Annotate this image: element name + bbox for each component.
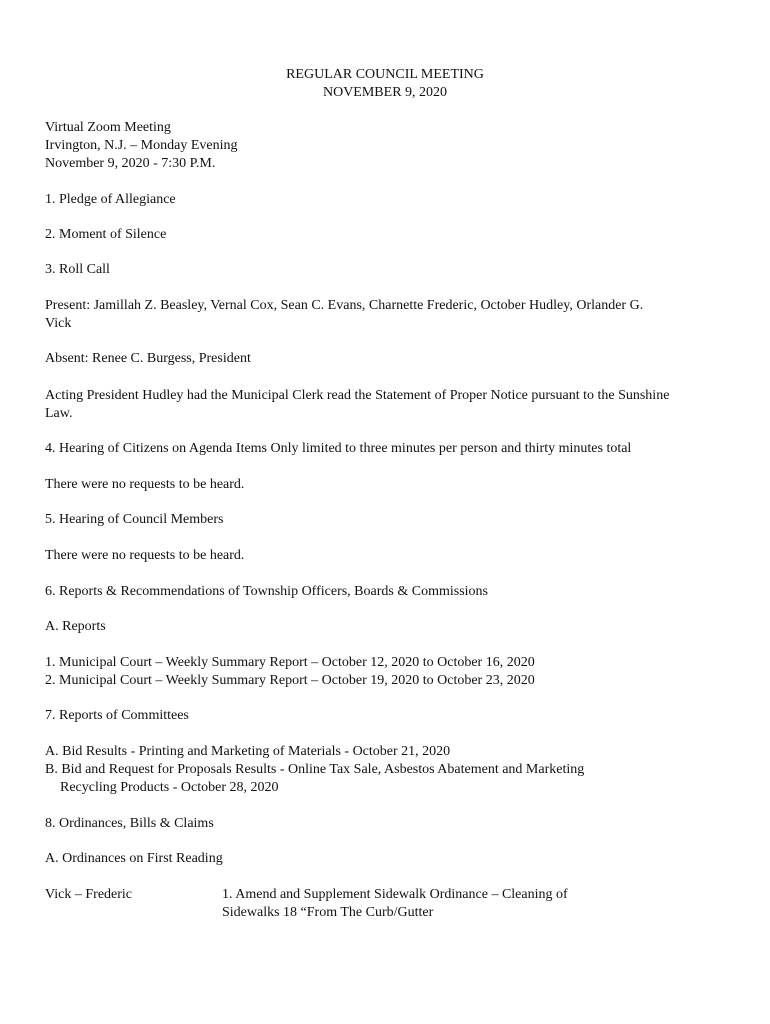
ordinances-subheading: A. Ordinances on First Reading xyxy=(45,851,223,866)
intro-datetime: November 9, 2020 - 7:30 P.M. xyxy=(45,156,216,171)
document-header xyxy=(0,66,770,102)
report-item-1: 1. Municipal Court – Weekly Summary Report – October 12, 2020 to October 16, 2020 xyxy=(45,655,535,670)
report-item-2: 2. Municipal Court – Weekly Summary Report – October 19, 2020 to October 23, 2020 xyxy=(45,673,535,688)
intro-place: Irvington, N.J. – Monday Evening xyxy=(45,138,238,153)
ordinance-sponsors: Vick – Frederic xyxy=(45,887,133,902)
ordinance-1-title-cont: Sidewalks 18 “From The Curb/Gutter xyxy=(222,905,434,920)
bid-result-a: A. Bid Results - Printing and Marketing of Materials - October 21, 2020 xyxy=(45,744,451,759)
item-silence: 2. Moment of Silence xyxy=(45,227,167,242)
no-requests-citizens: There were no requests to be heard. xyxy=(45,477,245,492)
notice-statement-cont: Law. xyxy=(45,406,73,421)
notice-statement: Acting President Hudley had the Municipal Clerk read the Statement of Proper Notice pursuant to the Sunshine xyxy=(45,388,670,403)
item-hearing-council: 5. Hearing of Council Members xyxy=(45,512,224,527)
item-reports-heading: 6. Reports & Recommendations of Township Officers, Boards & Commissions xyxy=(45,584,488,599)
absent-members: Absent: Renee C. Burgess, President xyxy=(45,351,251,366)
no-requests-council: There were no requests to be heard. xyxy=(45,548,245,563)
present-members-cont: Vick xyxy=(45,316,72,331)
item-pledge: 1. Pledge of Allegiance xyxy=(45,192,176,207)
meeting-date: NOVEMBER 9, 2020 xyxy=(322,85,448,100)
bid-result-b: B. Bid and Request for Proposals Results - Online Tax Sale, Asbestos Abatement and Marketing xyxy=(45,762,585,777)
bid-result-b-cont: Recycling Products - October 28, 2020 xyxy=(60,780,279,795)
ordinance-1-title: 1. Amend and Supplement Sidewalk Ordinance – Cleaning of xyxy=(222,887,568,902)
intro-location: Virtual Zoom Meeting xyxy=(45,120,171,135)
present-members: Present: Jamillah Z. Beasley, Vernal Cox, Sean C. Evans, Charnette Frederic, October Hudley, Orlander G. xyxy=(45,298,644,313)
meeting-title: REGULAR COUNCIL MEETING xyxy=(286,67,484,82)
reports-subheading: A. Reports xyxy=(45,619,106,634)
item-roll-call: 3. Roll Call xyxy=(45,262,110,277)
item-hearing-citizens: 4. Hearing of Citizens on Agenda Items Only limited to three minutes per person and thirty minutes total xyxy=(45,441,632,456)
item-ordinances: 8. Ordinances, Bills & Claims xyxy=(45,816,214,831)
item-committees: 7. Reports of Committees xyxy=(45,708,189,723)
